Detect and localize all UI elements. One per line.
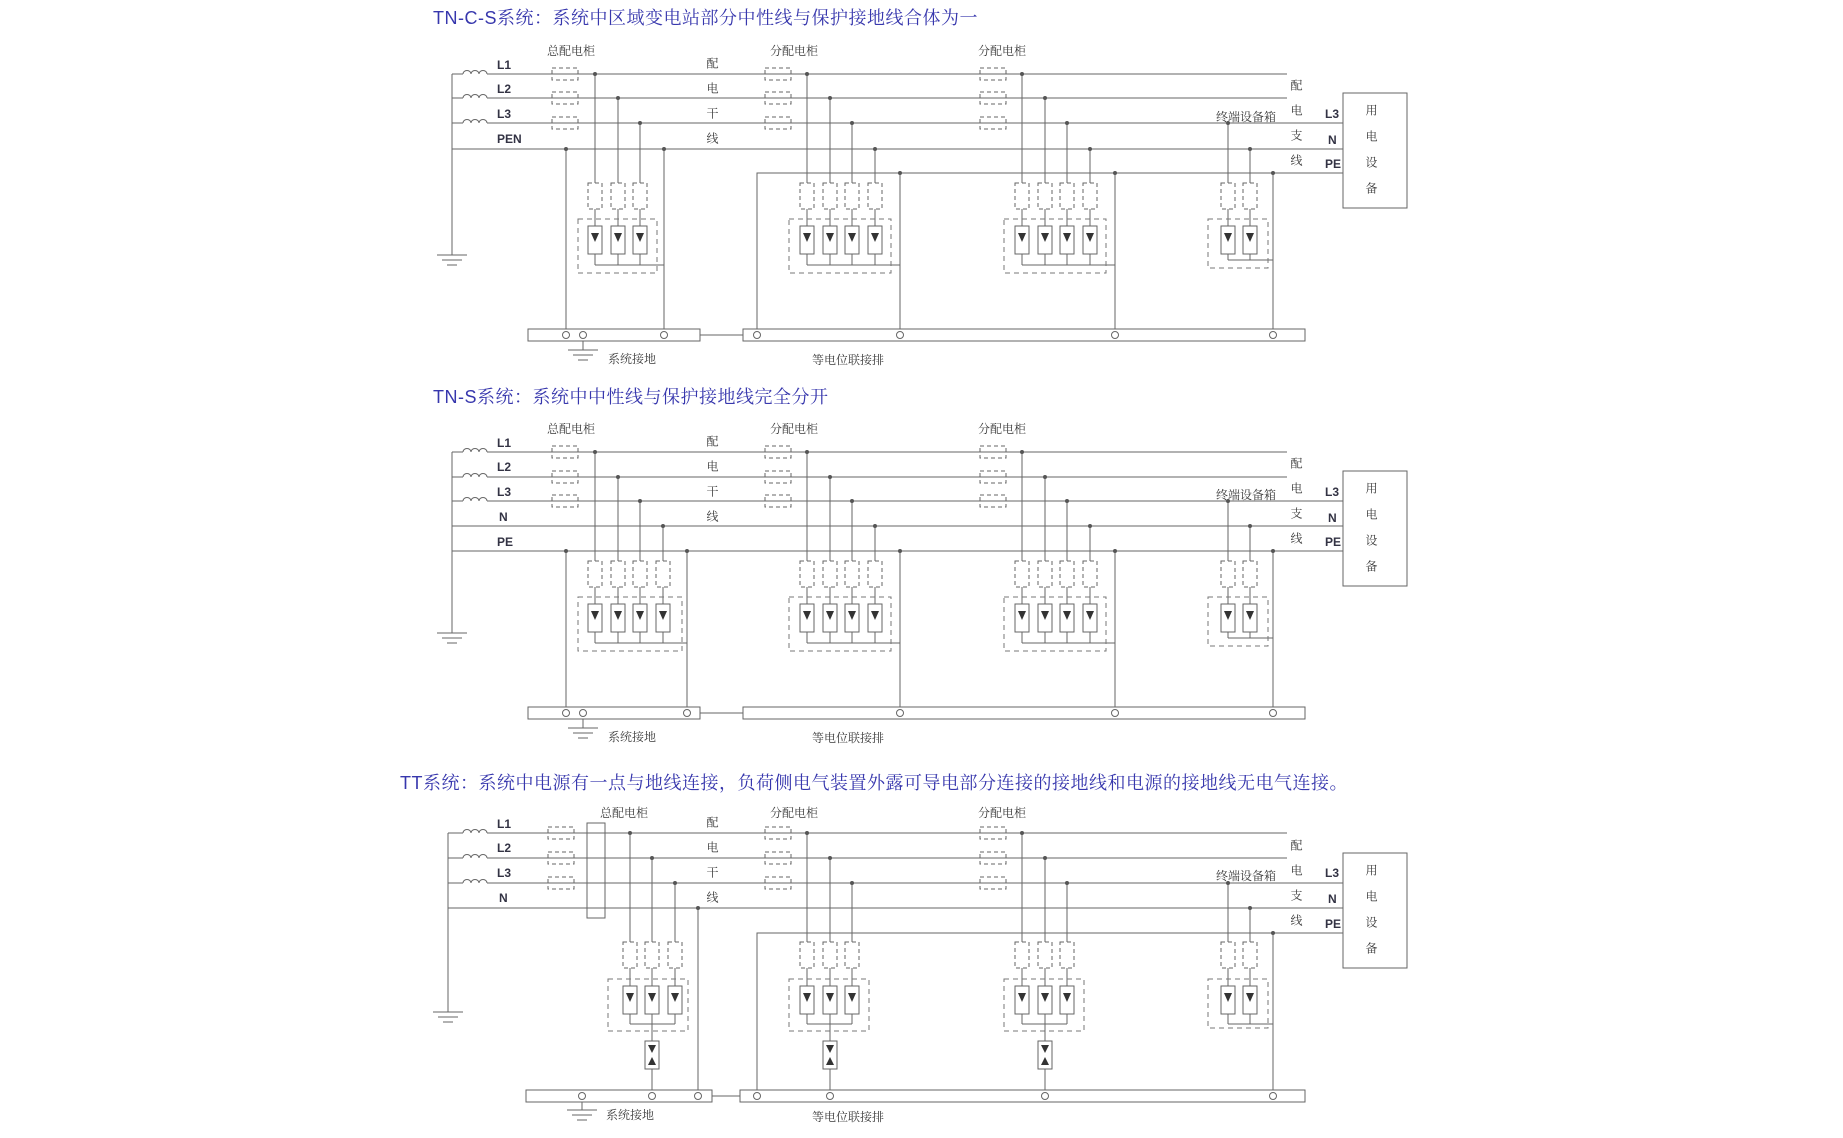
- terminal-spd-group: [1208, 121, 1275, 329]
- main-cabinet-label: 总配电柜: [547, 44, 596, 58]
- system-ground-label: 系统接地: [608, 352, 657, 366]
- system-ground-label: 系统接地: [606, 1108, 655, 1122]
- equipment-label: 用电设备: [1364, 864, 1378, 968]
- spd-group-1: [564, 72, 666, 329]
- terminal-box-label: 终端设备箱: [1216, 488, 1277, 502]
- wire-label-n: N: [499, 510, 508, 524]
- branch-label-pe: PE: [1325, 535, 1342, 549]
- branch-label-l3: L3: [1325, 107, 1340, 121]
- sub-cabinet-1-label: 分配电柜: [770, 44, 819, 58]
- trunk-line-label: 配电干线: [705, 435, 719, 535]
- spd-group-3: [1004, 72, 1117, 329]
- source-transformer: [437, 449, 487, 644]
- source-transformer: [437, 71, 487, 266]
- sub-cabinet-1-label: 分配电柜: [770, 806, 819, 820]
- title-tn-s: TN-S系统：系统中中性线与保护接地线完全分开: [433, 387, 829, 407]
- wire-label-l1: L1: [497, 58, 512, 72]
- wire-label-l3: L3: [497, 485, 512, 499]
- main-cabinet-fuses: [548, 823, 605, 918]
- wire-label-l3: L3: [497, 866, 512, 880]
- equipment-label: 用电设备: [1364, 104, 1378, 208]
- branch-label-n: N: [1328, 133, 1337, 147]
- sub-cabinet-2-label: 分配电柜: [978, 806, 1027, 820]
- terminal-spd-group: [1208, 881, 1275, 1090]
- wire-label-l1: L1: [497, 817, 512, 831]
- equipotential-label: 等电位联接排: [812, 731, 885, 745]
- source-transformer: [433, 830, 487, 1023]
- main-cabinet-label: 总配电柜: [547, 422, 596, 436]
- wire-label-l1: L1: [497, 436, 512, 450]
- wire-label-l2: L2: [497, 841, 512, 855]
- mains-wires: [452, 452, 1343, 551]
- branch-line-label: 配电支线: [1289, 457, 1303, 557]
- spd-group-2: [789, 72, 902, 329]
- branch-line-label: 配电支线: [1289, 79, 1303, 179]
- title-tt: TT系统：系统中电源有一点与地线连接，负荷侧电气装置外露可导电部分连接的接地线和电源的接地线无电气连接。: [400, 773, 1348, 793]
- mains-wires: [448, 833, 1343, 1090]
- branch-label-pe: PE: [1325, 917, 1342, 931]
- branch-line-label: 配电支线: [1289, 839, 1303, 939]
- sub-cabinet-2-label: 分配电柜: [978, 44, 1027, 58]
- branch-label-n: N: [1328, 511, 1337, 525]
- spd-group-3: [1004, 831, 1084, 1090]
- terminal-box-label: 终端设备箱: [1216, 110, 1277, 124]
- terminal-spd-group: [1208, 499, 1275, 707]
- main-cabinet-label: 总配电柜: [600, 806, 649, 820]
- equipment-label: 用电设备: [1364, 482, 1378, 586]
- title-tn-c-s: TN-C-S系统：系统中区域变电站部分中性线与保护接地线合体为一: [433, 8, 978, 28]
- system-ground-label: 系统接地: [608, 730, 657, 744]
- trunk-line-label: 配电干线: [705, 816, 719, 916]
- spd-group-1: [608, 831, 700, 1090]
- main-cabinet-panel: [587, 823, 605, 918]
- spd-group-1: [564, 450, 689, 707]
- spd-group-2: [789, 831, 869, 1090]
- mains-wires: [452, 74, 1343, 329]
- wire-label-n: N: [499, 891, 508, 905]
- branch-label-pe: PE: [1325, 157, 1342, 171]
- trunk-line-label: 配电干线: [705, 57, 719, 157]
- terminal-box-label: 终端设备箱: [1216, 869, 1277, 883]
- spd-group-3: [1004, 450, 1117, 707]
- branch-label-l3: L3: [1325, 485, 1340, 499]
- wire-label-l2: L2: [497, 460, 512, 474]
- spd-group-2: [789, 450, 902, 707]
- sub-cabinet-1-label: 分配电柜: [770, 422, 819, 436]
- branch-label-l3: L3: [1325, 866, 1340, 880]
- wire-label-pen: PEN: [497, 132, 522, 146]
- wire-label-l3: L3: [497, 107, 512, 121]
- branch-label-n: N: [1328, 892, 1337, 906]
- wire-label-l2: L2: [497, 82, 512, 96]
- wire-label-pe: PE: [497, 535, 514, 549]
- sub-cabinet-2-label: 分配电柜: [978, 422, 1027, 436]
- equipotential-label: 等电位联接排: [812, 1110, 885, 1124]
- equipotential-label: 等电位联接排: [812, 353, 885, 367]
